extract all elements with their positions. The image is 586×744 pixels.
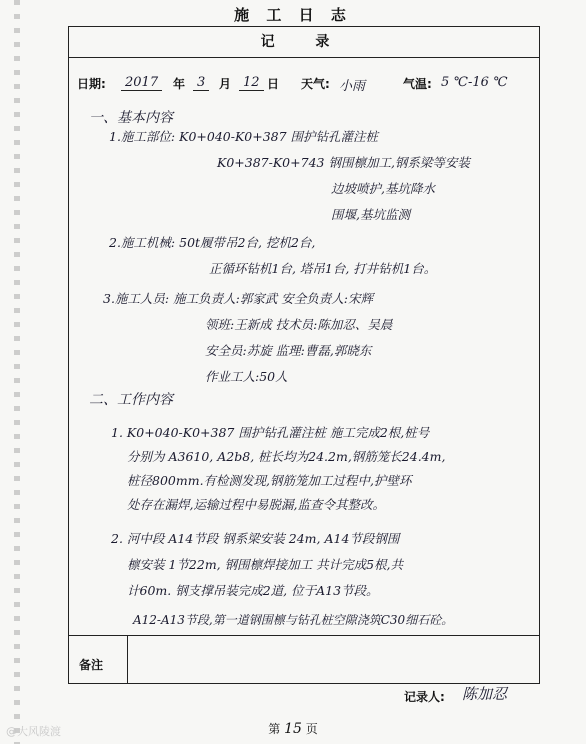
date-month: 3 xyxy=(193,75,209,91)
temp-value: 5 ℃-16 ℃ xyxy=(441,75,508,90)
work-location-line: 1.施工部位: K0+040-K0+387 围护钻孔灌注桩 xyxy=(109,129,379,144)
machinery-line: 正循环钻机1台, 塔吊1台, 打井钻机1台。 xyxy=(209,261,437,276)
machinery-line: 2.施工机械: 50t履带吊2台, 挖机2台, xyxy=(109,235,316,250)
watermark: @大风陵渡 xyxy=(6,725,61,738)
page-number-value: 15 xyxy=(284,721,302,737)
binding-holes xyxy=(14,0,20,744)
log-sheet xyxy=(68,26,540,684)
recorder-label: 记录人: xyxy=(404,690,445,704)
work-item-line: 2. 河中段 A14节段 钢系梁安装 24m, A14节段钢围 xyxy=(111,531,400,546)
section-work: 二、工作内容 xyxy=(89,392,173,408)
recorder-signature: 陈加忍 xyxy=(462,685,508,703)
page-title: 施 工 日 志 xyxy=(234,6,352,24)
personnel-line: 领班:王新成 技术员:陈加忍、吴晨 xyxy=(205,317,393,332)
month-unit: 月 xyxy=(219,77,232,91)
date-day: 12 xyxy=(239,75,264,91)
notes-divider xyxy=(127,636,128,683)
weather-value: 小雨 xyxy=(339,79,366,94)
date-label: 日期: xyxy=(77,77,106,91)
page-suffix: 页 xyxy=(305,722,318,736)
page-prefix: 第 xyxy=(268,722,281,736)
work-item-line: A12-A13节段,第一道钢围檩与钻孔桩空隙浇筑C30细石砼。 xyxy=(133,613,454,627)
work-item-line: 桩径800mm.有检测发现,钢筋笼加工过程中,护壁环 xyxy=(127,473,412,488)
personnel-line: 3.施工人员: 施工负责人:郭家武 安全负责人:宋辉 xyxy=(103,291,374,306)
work-item-line: 计60m. 钢支撑吊装完成2道, 位于A13节段。 xyxy=(127,583,379,598)
day-unit: 日 xyxy=(267,77,280,91)
year-unit: 年 xyxy=(173,77,186,91)
work-item-line: 处存在漏焊,运输过程中易脱漏,监查令其整改。 xyxy=(127,497,385,512)
work-location-line: 围堰,基坑监测 xyxy=(331,207,410,222)
section-basic: 一、基本内容 xyxy=(89,110,173,126)
weather-label: 天气: xyxy=(301,77,330,91)
work-location-line: K0+387-K0+743 钢围檩加工,钢系梁等安装 xyxy=(217,155,470,170)
temp-label: 气温: xyxy=(403,77,432,91)
meta-row xyxy=(77,71,527,99)
page-number xyxy=(0,720,586,737)
work-location-line: 边坡喷护,基坑降水 xyxy=(331,181,435,196)
sheet-header: 记 录 xyxy=(69,27,539,58)
personnel-line: 作业工人:50人 xyxy=(205,369,288,384)
work-item-line: 分别为 A3610, A2b8, 桩长均为24.2m,钢筋笼长24.4m, xyxy=(127,449,446,464)
work-item-line: 檩安装 1节22m, 钢围檩焊接加工 共计完成5根,共 xyxy=(127,557,404,572)
work-item-line: 1. K0+040-K0+387 围护钻孔灌注桩 施工完成2根,桩号 xyxy=(111,425,430,440)
date-year: 2017 xyxy=(121,75,162,91)
notes-row xyxy=(69,635,539,683)
notes-label: 备注 xyxy=(79,658,104,672)
personnel-line: 安全员:苏旋 监理:曹磊,郭晓东 xyxy=(205,343,372,358)
